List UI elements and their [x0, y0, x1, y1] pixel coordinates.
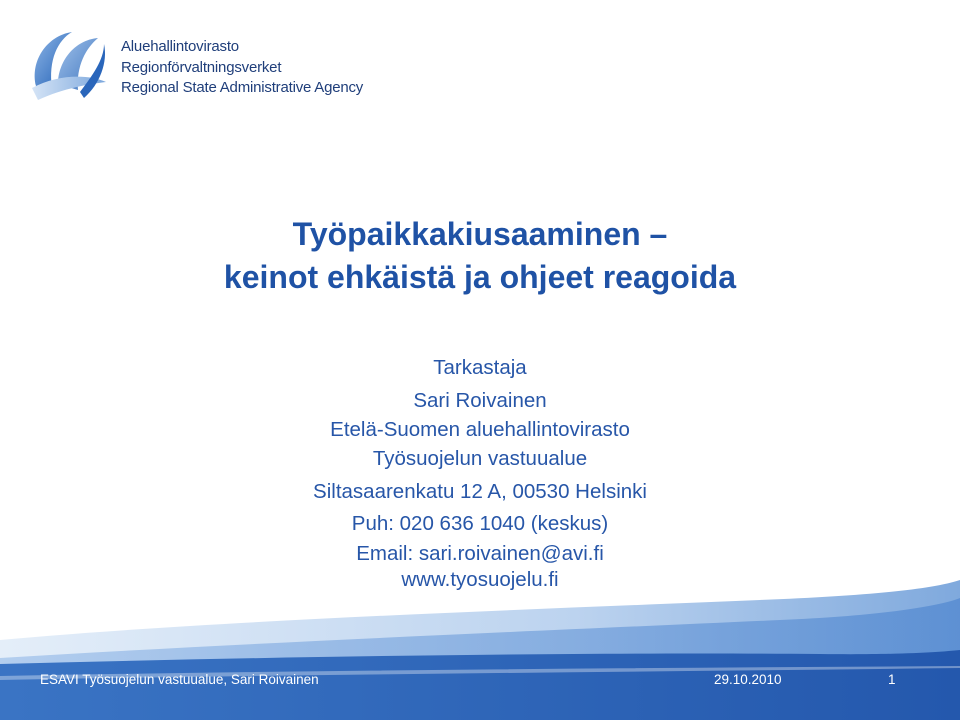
contact-organization: Etelä-Suomen aluehallintovirasto	[330, 418, 630, 441]
logo-line-fi: Aluehallintovirasto	[121, 38, 239, 55]
regional-agency-logo-icon	[28, 26, 108, 106]
contact-unit: Työsuojelun vastuualue	[372, 447, 588, 470]
footer	[0, 662, 960, 702]
footer-page-number: 1	[888, 672, 896, 687]
contact-address: Siltasaarenkatu 12 A, 00530 Helsinki	[313, 479, 647, 503]
contact-email[interactable]: Email: sari.roivainen@avi.fi	[356, 541, 604, 565]
contact-phone: Puh: 020 636 1040 (keskus)	[351, 512, 609, 535]
contact-role: Tarkastaja	[433, 356, 527, 379]
logo-line-en: Regional State Administrative Agency	[121, 79, 364, 96]
title-line-1: Työpaikkakiusaaminen –	[292, 216, 668, 252]
title-line-2: keinot ehkäistä ja ohjeet reagoida	[223, 259, 737, 295]
contact-name: Sari Roivainen	[413, 388, 547, 412]
logo-line-sv: Regionförvaltningsverket	[121, 58, 282, 76]
footer-date: 29.10.2010	[714, 672, 782, 687]
footer-presenter: ESAVI Työsuojelun vastuualue, Sari Roivainen	[40, 672, 319, 687]
slide-title	[0, 213, 960, 299]
contact-website[interactable]: www.tyosuojelu.fi	[401, 567, 559, 591]
contact-block	[0, 352, 960, 593]
logo-text	[121, 37, 363, 99]
